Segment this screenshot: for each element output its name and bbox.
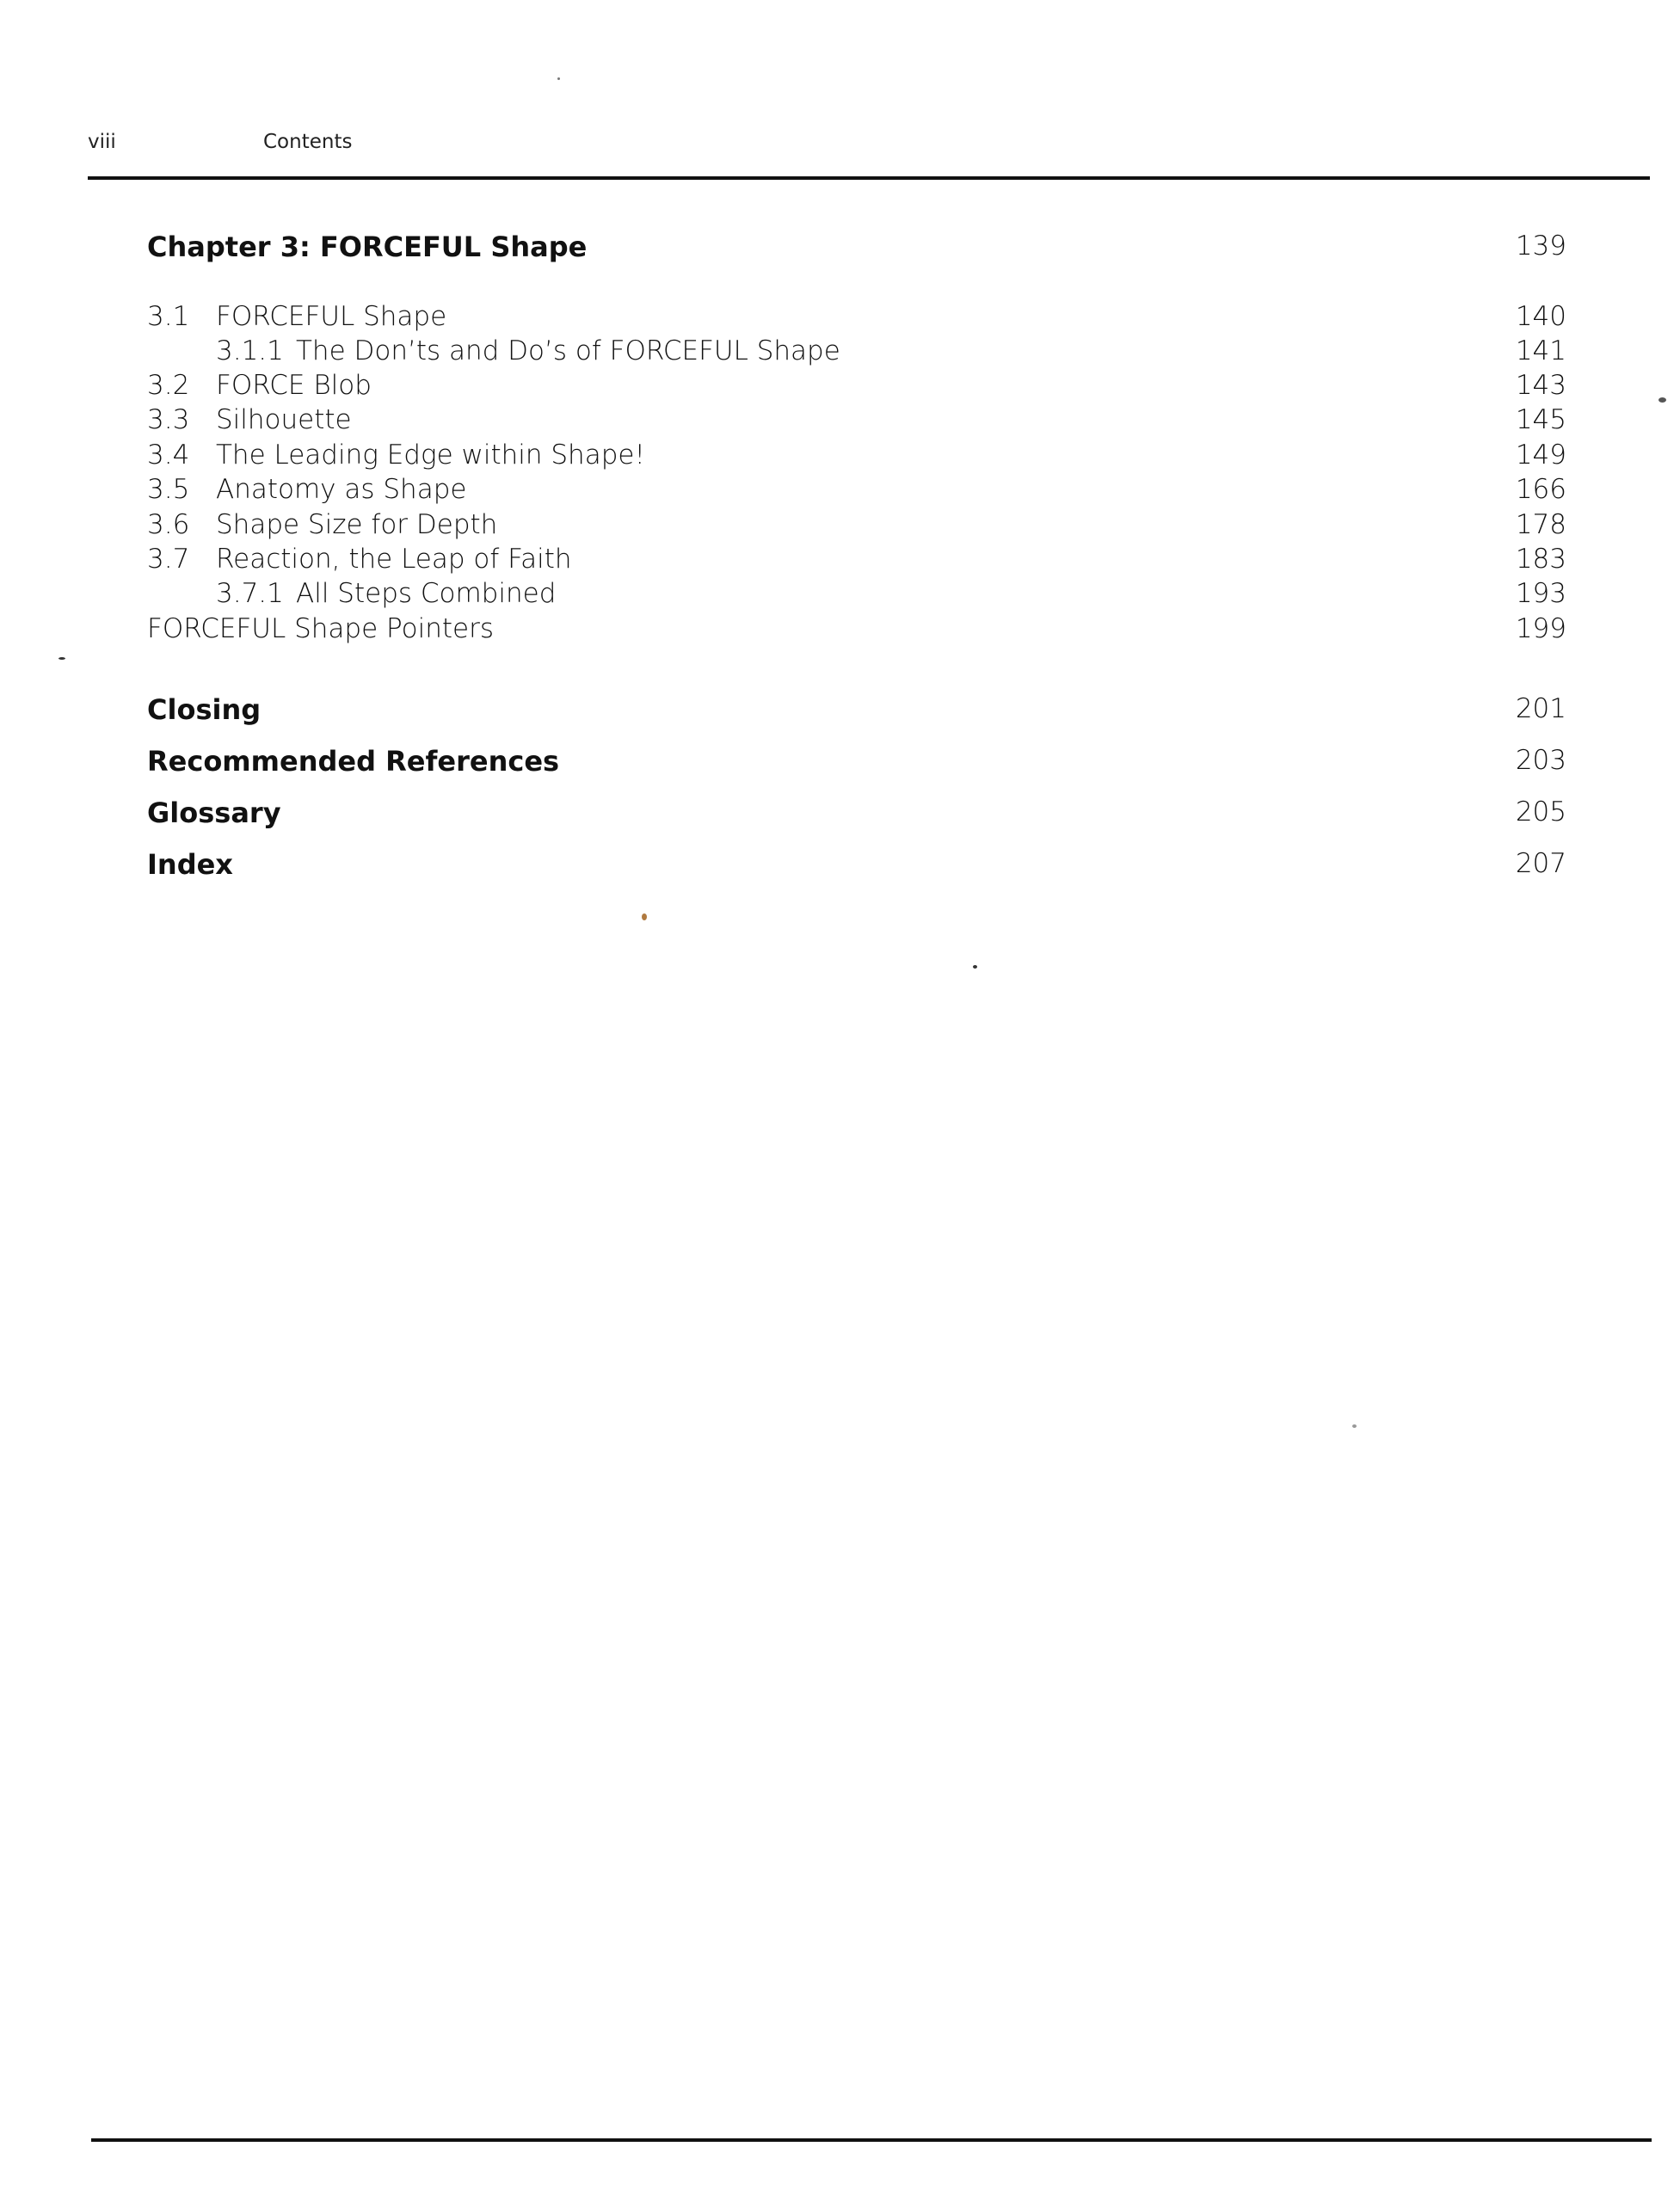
toc-entry-label: The Don’ts and Do’s of FORCEFUL Shape <box>296 335 840 366</box>
toc-entry-3-3[interactable] <box>147 404 1566 439</box>
footer-rule <box>91 2138 1652 2142</box>
toc-entry-number: 3.1 <box>147 301 190 332</box>
toc-page-number: 139 <box>1515 231 1566 261</box>
toc-entry-number: 3.6 <box>147 509 190 540</box>
toc-page-number: 140 <box>1515 301 1566 332</box>
page-folio: viii <box>88 131 116 153</box>
toc-entry-3-5[interactable] <box>147 474 1566 508</box>
toc-page-number: 203 <box>1515 745 1566 776</box>
toc-entry-number: 3.3 <box>147 404 190 435</box>
toc-entry-pointers[interactable] <box>147 613 1566 648</box>
toc-entry-3-4[interactable] <box>147 440 1566 474</box>
scan-speck <box>557 77 560 80</box>
toc-chapter-heading[interactable] <box>147 231 1566 265</box>
toc-entry-3-1[interactable] <box>147 301 1566 335</box>
toc-entry-label: Index <box>147 848 233 881</box>
toc-entry-number: 3.1.1 <box>216 335 284 366</box>
toc-page-number: 205 <box>1515 797 1566 827</box>
header-rule <box>88 176 1650 180</box>
toc-entry-number: 3.7.1 <box>216 578 284 609</box>
toc-entry-3-7[interactable] <box>147 544 1566 578</box>
toc-page-number: 166 <box>1515 474 1566 505</box>
toc-entry-label: All Steps Combined <box>296 578 557 609</box>
toc-entry-number: 3.5 <box>147 474 190 505</box>
toc-entry-3-1-1[interactable] <box>147 335 1566 370</box>
toc-entry-label: Silhouette <box>216 404 352 435</box>
toc-entry-label: The Leading Edge within Shape! <box>216 440 645 471</box>
toc-page-number: 149 <box>1515 440 1566 471</box>
toc-entry-number: 3.7 <box>147 544 190 575</box>
toc-entry-number: 3.2 <box>147 370 190 401</box>
toc-entry-label: Anatomy as Shape <box>216 474 467 505</box>
toc-page-number: 141 <box>1515 335 1566 366</box>
scan-speck <box>642 913 647 920</box>
toc-chapter-title: Chapter 3: FORCEFUL Shape <box>147 231 588 263</box>
toc-entry-3-6[interactable] <box>147 509 1566 544</box>
toc-entry-label: FORCEFUL Shape Pointers <box>147 613 494 644</box>
scan-speck <box>973 965 977 969</box>
toc-page-number: 183 <box>1515 544 1566 575</box>
toc-entry-3-2[interactable] <box>147 370 1566 404</box>
toc-back-matter-index[interactable] <box>147 848 1566 883</box>
scan-speck <box>1658 397 1666 403</box>
toc-entry-label: Glossary <box>147 797 281 829</box>
scan-speck <box>58 657 65 660</box>
toc-page-number: 178 <box>1515 509 1566 540</box>
toc-page-number: 207 <box>1515 848 1566 879</box>
toc-entry-number: 3.4 <box>147 440 190 471</box>
running-head-title: Contents <box>263 131 353 153</box>
toc-entry-label: FORCE Blob <box>216 370 372 401</box>
toc-back-matter-references[interactable] <box>147 745 1566 779</box>
toc-entry-3-7-1[interactable] <box>147 578 1566 612</box>
toc-back-matter-closing[interactable] <box>147 693 1566 728</box>
toc-page-number: 143 <box>1515 370 1566 401</box>
toc-page-number: 145 <box>1515 404 1566 435</box>
toc-back-matter-glossary[interactable] <box>147 797 1566 831</box>
toc-page-number: 193 <box>1515 578 1566 609</box>
toc-entry-label: Shape Size for Depth <box>216 509 498 540</box>
toc-entry-label: FORCEFUL Shape <box>216 301 447 332</box>
toc-entry-label: Recommended References <box>147 745 560 778</box>
toc-page-number: 199 <box>1515 613 1566 644</box>
toc-entry-label: Reaction, the Leap of Faith <box>216 544 572 575</box>
toc-entry-label: Closing <box>147 693 262 726</box>
toc-page-number: 201 <box>1515 693 1566 724</box>
scan-speck <box>1352 1424 1357 1428</box>
